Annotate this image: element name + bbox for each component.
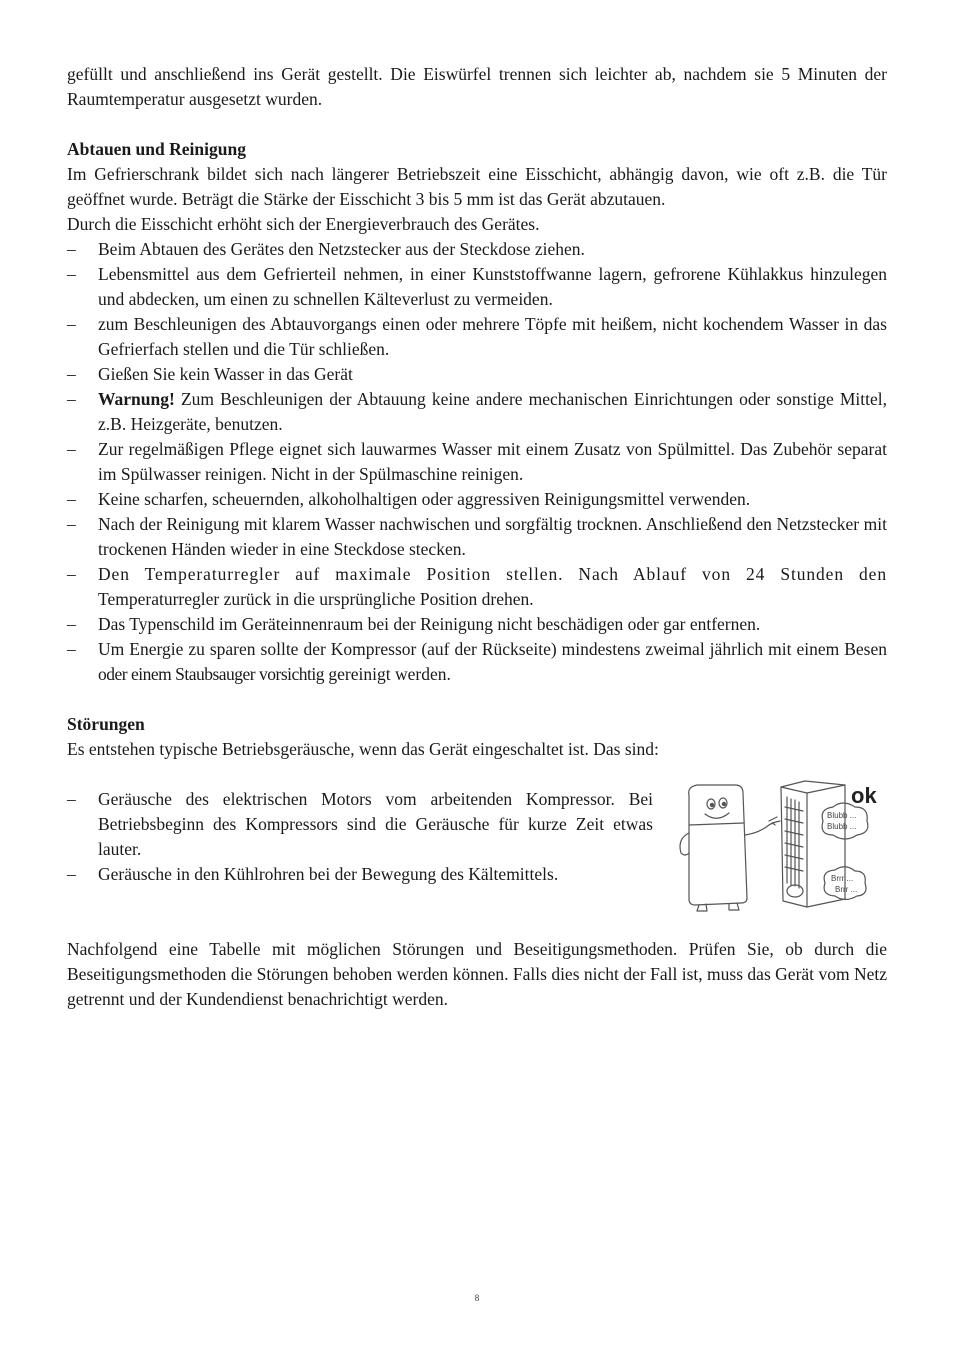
- ok-label: ok: [851, 783, 877, 808]
- temperature-line-1: Den Temperaturregler auf maximale Position stellen. Nach Ablauf von 24 Stunden den: [98, 564, 887, 584]
- page-number: 8: [474, 1293, 480, 1303]
- compressor-text-3: gereinigt werden.: [328, 664, 451, 684]
- sound-label-1: Blubb ...: [827, 811, 857, 820]
- list-item: – Das Typenschild im Geräteinnenraum bei der Reinigung nicht beschädigen oder gar entfernen.: [67, 612, 887, 637]
- compressor-text-2: oder einem Staubsauger vorsichtig: [98, 664, 325, 684]
- faults-paragraph: Es entstehen typische Betriebsgeräusche, wenn das Gerät eingeschaltet ist. Das sind:: [67, 739, 659, 759]
- temperature-line-2: Temperaturregler zurück in die ursprüngliche Position drehen.: [98, 589, 534, 609]
- section-heading-defrost: Abtauen und Reinigung: [67, 139, 246, 159]
- list-item: – Keine scharfen, scheuernden, alkoholhaltigen oder aggressiven Reinigungsmittel verwenden.: [67, 487, 887, 512]
- defrost-list: [67, 237, 887, 687]
- warning-text: Zum Beschleunigen der Abtauung keine andere mechanischen Einrichtungen oder sonstige Mittel, z.B. Heizgeräte, benutzen.: [98, 389, 888, 434]
- noise-block: [67, 783, 887, 937]
- list-item: – zum Beschleunigen des Abtauvorgangs einen oder mehrere Töpfe mit heißem, nicht kochendem Wasser in das Gefrierfach stellen und die Tür schließen.: [67, 312, 887, 362]
- faults-closing-paragraph: Nachfolgend eine Tabelle mit möglichen Störungen und Beseitigungsmethoden. Prüfen Sie, ob durch die Beseitigungsmethoden die Störungen behoben werden können. Falls dies nicht der Fall ist, muss das Gerät vom Netz getrennt und der Kundendienst benachrichtigt werden.: [67, 939, 887, 1009]
- section-heading-faults: Störungen: [67, 714, 145, 734]
- refrigerator-cartoon-icon: [673, 773, 889, 919]
- list-item: – Geräusche in den Kühlrohren bei der Bewegung des Kältemittels.: [67, 862, 653, 887]
- warning-label: Warnung!: [98, 389, 175, 409]
- sound-label-3: Brrr ...: [831, 874, 854, 883]
- defrost-paragraph-1: Im Gefrierschrank bildet sich nach längerer Betriebszeit eine Eisschicht, abhängig davon, wie oft z.B. die Tür geöffnet wurde. Beträgt die Stärke der Eisschicht 3 bis 5 mm ist das Gerät abzutauen.: [67, 164, 887, 209]
- sound-label-2: Blubb ...: [827, 822, 857, 831]
- list-item: – Geräusche des elektrischen Motors vom arbeitenden Kompressor. Bei Betriebsbeginn des Kompressors sind die Geräusche für kurze Zeit etwas lauter.: [67, 787, 653, 862]
- list-item: – Nach der Reinigung mit klarem Wasser nachwischen und sorgfältig trocknen. Anschließend den Netzstecker mit trockenen Händen wieder in eine Steckdose stecken.: [67, 512, 887, 562]
- list-item-temperature: [67, 562, 887, 612]
- noise-list: [67, 787, 653, 887]
- page-content: [67, 62, 887, 1012]
- list-item: – Gießen Sie kein Wasser in das Gerät: [67, 362, 887, 387]
- list-item-compressor: [67, 637, 887, 687]
- intro-paragraph: gefüllt und anschließend ins Gerät gestellt. Die Eiswürfel trennen sich leichter ab, nachdem sie 5 Minuten der Raumtemperatur ausgesetzt wurden.: [67, 64, 887, 109]
- list-item: – Lebensmittel aus dem Gefrierteil nehmen, in einer Kunststoffwanne lagern, gefrorene Kühlakkus hinzulegen und abdecken, um einen zu schnellen Kälteverlust zu vermeiden.: [67, 262, 887, 312]
- defrost-paragraph-2: Durch die Eisschicht erhöht sich der Energieverbrauch des Gerätes.: [67, 214, 540, 234]
- compressor-text-1: Um Energie zu sparen sollte der Kompressor (auf der Rückseite) mindestens zweimal jährlich mit einem Besen: [98, 639, 887, 659]
- list-item: – Zur regelmäßigen Pflege eignet sich lauwarmes Wasser mit einem Zusatz von Spülmittel. Das Zubehör separat im Spülwasser reinigen. Nicht in der Spülmaschine reinigen.: [67, 437, 887, 487]
- list-item: – Beim Abtauen des Gerätes den Netzstecker aus der Steckdose ziehen.: [67, 237, 887, 262]
- list-item-warning: [67, 387, 887, 437]
- sound-label-4: Brrr ...: [835, 885, 858, 894]
